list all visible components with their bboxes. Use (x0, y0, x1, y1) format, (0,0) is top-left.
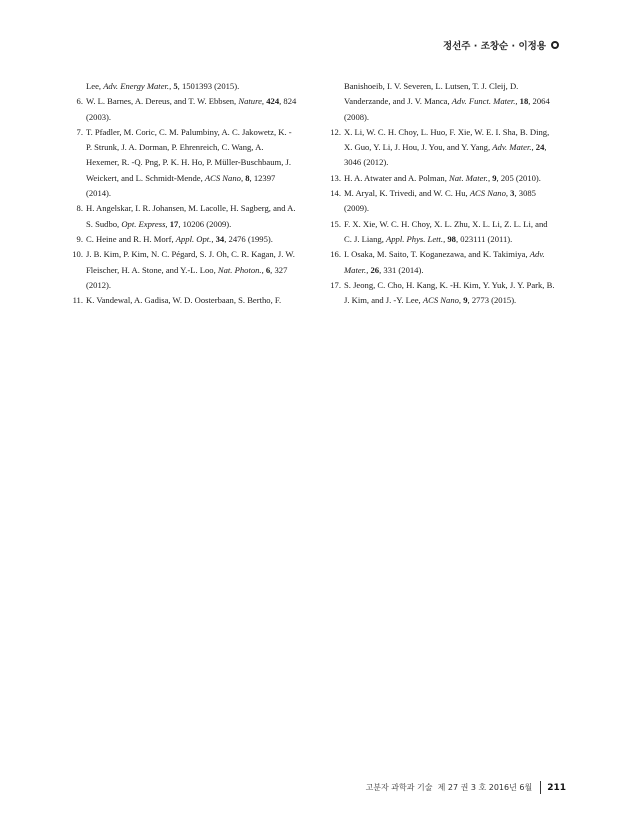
references-left-column (69, 79, 297, 308)
reference-entry (69, 293, 297, 308)
reference-number: 17. (330, 279, 341, 290)
volume-number: 9 (492, 172, 497, 183)
reference-number: 15. (330, 218, 341, 229)
reference-text: , 10206 (2009). (178, 218, 232, 229)
journal-name: Adv. Funct. Mater. (451, 96, 516, 107)
reference-text: M. Aryal, K. Trivedi, and W. C. Hu, (344, 188, 470, 199)
reference-text: , 824 (2003). (86, 96, 297, 122)
reference-text: , (487, 172, 493, 183)
volume-number: 98 (447, 233, 456, 244)
circle-bullet-icon (551, 41, 559, 49)
volume-number: 3 (510, 188, 515, 199)
journal-name: Appl. Opt. (175, 233, 212, 244)
reference-text: , (169, 81, 174, 91)
reference-number: 9. (76, 233, 83, 244)
page-number: 211 (547, 782, 566, 793)
journal-name: ACS Nano (422, 295, 459, 306)
reference-entry (69, 201, 297, 232)
reference-entry (327, 278, 556, 309)
journal-name: Adv. Energy Mater. (103, 81, 170, 91)
volume-number: 9 (463, 295, 468, 306)
reference-number: 11. (72, 295, 83, 306)
reference-text: , 12397 (2014). (86, 172, 276, 199)
reference-number: 14. (330, 188, 341, 199)
reference-text: , (261, 96, 267, 107)
reference-text: , 023111 (2011). (455, 233, 513, 244)
journal-name: ACS Nano (469, 188, 506, 199)
reference-entry (327, 79, 556, 125)
reference-number: 6. (76, 96, 83, 107)
reference-entry (327, 186, 556, 217)
reference-text: , (261, 264, 266, 275)
header-authors: 정선주 · 조창순 · 이정용 (442, 41, 546, 52)
reference-text: , (515, 96, 520, 107)
reference-text: , 3085 (2009). (344, 188, 536, 214)
reference-text: , (458, 295, 464, 306)
reference-entry (69, 125, 297, 201)
reference-number: 13. (330, 172, 341, 183)
reference-text: , (165, 218, 170, 229)
reference-entry (69, 232, 297, 247)
reference-number: 12. (330, 126, 341, 137)
journal-name: Nat. Photon. (217, 264, 262, 275)
journal-name: Opt. Express (121, 218, 166, 229)
reference-text: F. X. Xie, W. C. H. Choy, X. L. Zhu, X. L. Li, Z. L. Li, and C. J. Liang, (344, 218, 548, 244)
reference-text: I. Osaka, M. Saito, T. Koganezawa, and K. Takimiya, (344, 249, 530, 260)
volume-number: 17 (169, 218, 179, 229)
reference-text: K. Vandewal, A. Gadisa, W. D. Oosterbaan, S. Bertho, F. (86, 295, 282, 306)
reference-entry (69, 79, 297, 94)
journal-name: Adv. Mater. (492, 142, 532, 153)
footer-journal: 고분자 과학과 기술 (365, 783, 433, 792)
reference-text: H. A. Atwater and A. Polman, (344, 172, 450, 183)
journal-name: ACS Nano (204, 172, 241, 183)
reference-text: , (211, 233, 216, 244)
reference-number: 8. (76, 203, 83, 214)
reference-text: , 3046 (2012). (344, 142, 547, 168)
reference-text: , (443, 233, 448, 244)
volume-number: 26 (370, 264, 380, 275)
reference-text: C. Heine and R. H. Morf, (86, 233, 176, 244)
reference-text: Banishoeib, I. V. Severen, L. Lutsen, T. J. Cleij, D. Vanderzande, and J. V. Manca, (344, 81, 519, 107)
journal-name: Nature (238, 96, 262, 107)
reference-entry (327, 171, 556, 186)
reference-entry (327, 247, 556, 278)
volume-number: 424 (266, 96, 280, 107)
reference-text: , (240, 172, 246, 183)
footer-divider (540, 781, 541, 794)
reference-text: , 331 (2014). (379, 264, 424, 275)
reference-text: , (366, 264, 371, 275)
volume-number: 34 (215, 233, 225, 244)
volume-number: 18 (519, 96, 529, 107)
volume-number: 24 (535, 142, 545, 153)
references-right-column (327, 79, 556, 308)
reference-entry (327, 125, 556, 171)
reference-text: S. Jeong, C. Cho, H. Kang, K. -H. Kim, Y. Yuk, J. Y. Park, B. J. Kim, and J. -Y. Lee, (344, 279, 555, 306)
reference-text: , 2476 (1995). (224, 233, 273, 244)
journal-name: Nat. Mater. (449, 172, 488, 183)
reference-text: Lee, (86, 81, 104, 91)
reference-text: , 1501393 (2015). (177, 81, 240, 91)
reference-text: , (531, 142, 536, 153)
reference-text: W. L. Barnes, A. Dereus, and T. W. Ebbsen, (86, 96, 239, 107)
volume-number: 5 (173, 81, 178, 91)
reference-text: , 205 (2010). (496, 172, 541, 183)
running-header (443, 38, 559, 52)
reference-text: T. Pfadler, M. Coric, C. M. Palumbiny, A. C. Jakowetz, K. -P. Strunk, J. A. Dorman, P. Ehrenreich, C. Wang, A. Hexemer, R. -Q. Png, P. K. H. Ho, P. Müller-Buschbaum, J. Weickert, and L. Schmidt-Mende, (86, 126, 292, 183)
reference-text: H. Angelskar, I. R. Johansen, M. Lacolle, H. Sagberg, and A. S. Sudbo, (86, 203, 296, 229)
volume-number: 8 (245, 172, 250, 183)
reference-number: 7. (76, 126, 83, 137)
reference-number: 16. (330, 249, 341, 260)
reference-text: , 327 (2012). (86, 264, 288, 290)
volume-number: 6 (265, 264, 271, 275)
page-footer (366, 781, 566, 794)
reference-text: X. Li, W. C. H. Choy, L. Huo, F. Xie, W. E. I. Sha, B. Ding, X. Guo, Y. Li, J. Hou, J. You, and Y. Yang, (344, 126, 550, 153)
reference-entry (327, 217, 556, 248)
journal-name: Adv. Mater. (344, 249, 545, 275)
reference-number: 10. (72, 249, 83, 260)
reference-text: , 2064 (2008). (344, 96, 550, 122)
reference-text: , (505, 188, 511, 199)
reference-entry (69, 247, 297, 293)
reference-text: , 2773 (2015). (467, 295, 517, 306)
reference-text: J. B. Kim, P. Kim, N. C. Pégard, S. J. Oh, C. R. Kagan, J. W. Fleischer, H. A. Stone, and Y.-L. Loo, (86, 249, 295, 275)
footer-issue: 제 27 권 3 호 2016년 6월 (437, 783, 533, 792)
journal-name: Appl. Phys. Lett. (386, 233, 444, 244)
reference-entry (69, 94, 297, 125)
